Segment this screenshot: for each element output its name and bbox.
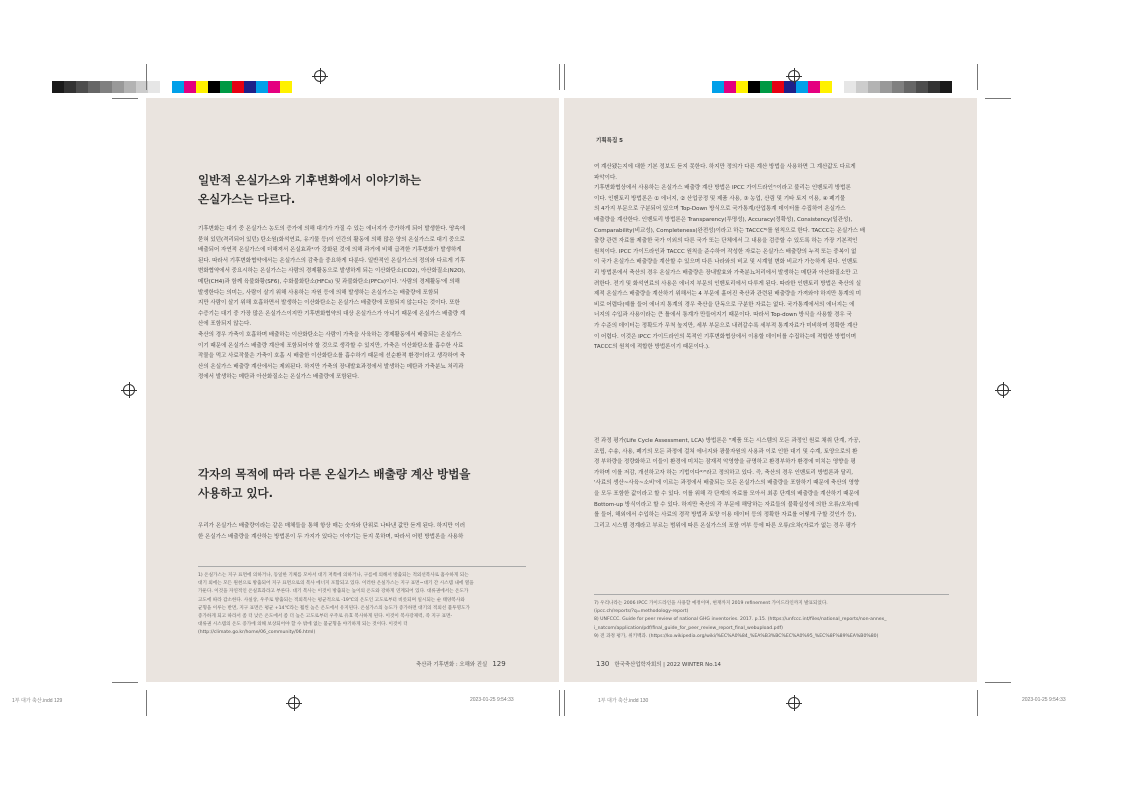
color-swatch xyxy=(256,81,268,93)
registration-mark-top-left xyxy=(314,70,326,82)
body-paragraph-3 xyxy=(198,521,526,542)
text-line: 기후변화는 대기 중 온실가스 농도의 증가에 의해 대기가 가질 수 있는 에너지가 증가하게 되어 발생한다. 땅속에 xyxy=(198,226,466,232)
registration-mark-bottom-right xyxy=(788,697,800,709)
text-line: 너지의 수입과 사용이라는 큰 틀에서 통계가 만들어지기 때문이다. 따라서 Top-down 방식을 사용할 경우 국 xyxy=(594,312,852,319)
footnote-line: 고도에 따라 감소한다. 사실상, 우주로 방출되는 적외복사는 평균적으로 -19℃의 온도인 고도로부터 비롯되며 일시되는 순 태양복사와 xyxy=(198,597,465,603)
text-line: 축산의 경우 가축이 호흡하며 배출하는 이산화탄소는 사람이 가축을 사육하는 경제활동에서 배출되는 온실가스 xyxy=(198,331,462,338)
color-swatch xyxy=(880,81,892,93)
color-swatch xyxy=(832,81,844,93)
color-swatch xyxy=(940,81,952,93)
color-swatch xyxy=(904,81,916,93)
footnote-line: 9) 전 과정 평가, 위키백과. (https://ko.wikipedia.org/wiki/%EC%A0%84_%EA%B3%BC%EC%A0%95_%EC%8F%89%EA%B0%80) xyxy=(594,633,879,639)
text-line: 가 수준의 데이터는 정확도가 무척 높지만, 세부 부문으로 내려갈수록 세부적 통계자료가 미비하며 정확한 계산 xyxy=(594,322,858,329)
crop-mark xyxy=(977,64,978,90)
page-number: 129 xyxy=(492,660,506,668)
text-line: 발생한다는 의미는, 사람이 살기 위해 사용하는 자원 등에 의해 발생하는 온실가스는 배출량에 포함되 xyxy=(198,289,439,296)
color-swatch xyxy=(724,81,736,93)
text-line: 를 들어, 해외에서 수입하는 사료의 경작 방법과 토양 이용 데이터 등의 정확한 자료를 어떻게 구할 것인가 등), xyxy=(594,512,857,519)
color-swatch xyxy=(184,81,196,93)
color-swatch xyxy=(172,81,184,93)
text-line: 한 온실가스 배출량을 계산하는 방법론이 두 가지가 있다는 이야기는 듣지 못하며, 따라서 어떤 방법론을 사용하 xyxy=(198,533,464,540)
color-swatch xyxy=(220,81,232,93)
section-heading-2 xyxy=(198,465,528,503)
footnote-rule xyxy=(594,594,949,595)
color-swatch xyxy=(736,81,748,93)
color-bar-right xyxy=(712,81,952,93)
color-swatch xyxy=(844,81,856,93)
footnote-line: 8) UNFCCC. Guide for peer review of national GHG inventories. 2017. p.15. (https://unfccc.int/files/national_reports/non-annex_ xyxy=(594,617,887,623)
footnote-line: (http://climate.go.kr/home/06_community/06.html) xyxy=(198,630,316,636)
page-folio xyxy=(416,660,506,668)
folio-title: 한국축산업학자회의 | 2022 WINTER No.14 xyxy=(614,662,721,668)
crop-mark xyxy=(146,64,147,90)
color-swatch xyxy=(772,81,784,93)
crop-mark xyxy=(985,682,1011,683)
text-line: Bottom-up 방식이라고 할 수 있다. 하지만 축산의 각 부문에 해당하는 자료들의 불확실성에 의한 오류/오차(예 xyxy=(594,501,859,508)
page-number: 130 xyxy=(596,660,610,668)
text-line: 메탄(CH4)과 함께 육불화황(SF6), 수화불화탄소(HFCs) 및 과불화탄소(PFCs)이다. '사람의 경제활동'에 의해 xyxy=(198,278,460,285)
color-swatch xyxy=(820,81,832,93)
color-swatch xyxy=(196,81,208,93)
color-swatch xyxy=(928,81,940,93)
footnote-line: i_natcom/application/pdf/final_guide_for_peer_review_report_final_webupload.pdf) xyxy=(594,625,783,631)
crop-mark xyxy=(112,98,138,99)
registration-mark-top-right xyxy=(788,70,800,82)
registration-mark-mid-left xyxy=(123,384,135,396)
text-line: 이다. 인벤토리 방법론은 ① 에너지, ② 산업공정 및 제품 사용, ③ 농업, 산림 및 기타 토지 이용, ④ 폐기물 xyxy=(594,195,846,202)
text-line: Comparability(비교성), Completeness(완전성)이라고 하는 TACCC⁸⁾를 원칙으로 한다. TACCC는 온실가스 배 xyxy=(594,227,866,234)
crop-mark xyxy=(564,64,565,90)
color-swatch xyxy=(160,81,172,93)
color-swatch xyxy=(268,81,280,93)
text-line: 지만 사람이 살기 위해 호흡하면서 발생하는 이산화탄소는 온실가스 배출량에 포함되지 않는다는 것이다. 또한 xyxy=(198,300,460,307)
text-line: 비로 어렵다(예를 들어 에너지 통계의 경우 축산을 단독으로 구분한 자료는 없다. 국가통계에서의 에너지는 에 xyxy=(594,301,855,308)
section-label: 기획특집 5 xyxy=(596,138,623,144)
color-swatch xyxy=(856,81,868,93)
crop-mark xyxy=(977,690,978,716)
crop-mark xyxy=(112,682,138,683)
crop-mark xyxy=(559,64,560,90)
folio-title: 축산과 기후변화 : 오해와 진실 xyxy=(416,662,488,668)
color-swatch xyxy=(760,81,772,93)
text-line: TACCC의 원칙에 적합한 방법론이기 때문이다.). xyxy=(594,344,710,351)
color-bar-left xyxy=(52,81,292,93)
color-swatch xyxy=(748,81,760,93)
text-line: 산의 온실가스 배출량 계산에서는 제외된다. 하지만 가축의 장내발효과정에서 발생하는 메탄과 가축분뇨 처리과 xyxy=(198,363,464,370)
footnote-line: 대류권 시스템의 온도 증가에 의해 보상되어야 할 수 밖에 없는 불균형을 야기하게 되는 것이다. 이것이 더 xyxy=(198,622,408,628)
color-swatch xyxy=(124,81,136,93)
color-swatch xyxy=(868,81,880,93)
footnote-line: 7) 우리나라는 2006 IPCC 가이드라인을 사용할 예정이며, 현재까지 2019 refinement 가이드라인까지 발표되었다. xyxy=(594,601,828,606)
color-swatch xyxy=(244,81,256,93)
text-line: 의 4가지 부문으로 구분되어 있으며 Top-Down 방식으로 국가통계/산업통계 데이터를 수집하여 온실가스 xyxy=(594,206,846,213)
text-line: 여 계산됐는지에 대한 기본 정보도 듣지 못한다. 하지만 정의가 다른 계산 방법을 사용하면 그 계산값도 다르게 xyxy=(594,164,856,170)
heading-line: 온실가스는 다르다. xyxy=(198,192,296,206)
footnote-line: 1) 온실가스는 지구 표면에 의하거나, 동일한 기체를 모아서 대기 저쪽에 의하거나, 구름에 의해서 방출되는 적외선복사로 흡수하게 되는 xyxy=(198,573,469,578)
text-line: 이 국가 온실가스 배출량을 계산할 수 있으며 다른 나라와의 비교 및 시계열 변화 비교가 가능하게 된다. 인벤토 xyxy=(594,259,858,266)
color-swatch xyxy=(712,81,724,93)
color-swatch xyxy=(892,81,904,93)
color-swatch xyxy=(796,81,808,93)
heading-line: 각자의 목적에 따라 다른 온실가스 배출량 계산 방법을 xyxy=(198,467,471,481)
color-swatch xyxy=(232,81,244,93)
page-folio xyxy=(596,660,721,668)
color-swatch xyxy=(100,81,112,93)
text-line: 조립, 수송, 사용, 폐기의 모든 과정에 걸쳐 에너지와 광물자원의 사용과 이로 인한 대기 및 수계, 토양으로의 환 xyxy=(594,448,858,455)
color-swatch xyxy=(64,81,76,93)
right-page xyxy=(564,98,977,682)
footnote-line: 균형을 이루는 반면, 지구 표면은 평균 +14℃라는 훨씬 높은 온도에서 유지된다. 온실가스의 농도가 증가하면 대기의 적외선 불투명도가 xyxy=(198,605,470,611)
text-line: 기후변화협상에서 사용하는 온실가스 배출량 계산 방법은 IPCC 가이드라인⁷⁾이라고 불리는 인벤토리 방법론 xyxy=(594,185,851,192)
text-line: 수증기는 대기 중 가장 많은 온실가스이지만 기후변화협약의 대상 온실가스가 아니기 때문에 온실가스 배출량 계 xyxy=(198,310,466,317)
text-line: 가하며 이를 저감, 개선하고자 하는 기법이다⁹⁾"라고 정의하고 있다. 즉, 축산의 경우 인벤토리 방법론과 달리, xyxy=(594,469,853,476)
text-line: 경 부하량을 정량화하고 이들이 환경에 미치는 잠재적 악영향을 규명하고 환경부하가 환경에 미치는 영향을 평 xyxy=(594,459,856,466)
text-line: 배출되어 자연적 온실가스에 더해져서 온실효과¹⁾가 강화된 것에 의해 과거에 비해 급격한 기후변화가 발생하게 xyxy=(198,247,462,254)
section-heading-1 xyxy=(198,171,528,209)
color-swatch xyxy=(208,81,220,93)
text-line: 이기 때문에 온실가스 배출량 계산에 포함되어야 할 것으로 생각할 수 있지만, 가축은 이산화탄소를 흡수한 사료 xyxy=(198,342,464,349)
body-paragraph-2 xyxy=(594,436,949,531)
text-line: 정에서 발생하는 메탄과 아산화질소는 온실가스 배출량에 포함된다. xyxy=(198,374,360,381)
heading-line: 사용하고 있다. xyxy=(198,486,274,500)
text-line: 우리가 온실가스 배출량이라는 같은 매체들을 통해 항상 매는 숫자와 단위로 나타낸 값만 듣게 된다. 하지만 이러 xyxy=(198,523,466,529)
slug-file-left: 1부 대가 축산.indd 129 xyxy=(12,698,63,704)
text-line: 제적 온실가스 배출량을 계산하기 위해서는 4 부문에 흩어진 축산과 관련된 배출량을 가져와야 하지만 통계의 미 xyxy=(594,291,862,298)
text-line: 산에 포함되지 않는다. xyxy=(198,321,252,328)
color-swatch xyxy=(280,81,292,93)
text-line: 전 과정 평가(Life Cycle Assessment, LCA) 방법론은 "제품 또는 시스템의 모든 과정인 원료 채취 단계, 가공, xyxy=(594,438,861,444)
footnote-line: (ipcc.ch/reports/?q=methodology-report) xyxy=(594,609,689,615)
text-line: 출량 관련 자료를 제출한 국가 이외의 다른 국가 또는 단체에서 그 내용을 검증할 수 있도록 하는 가장 기본적인 xyxy=(594,238,858,245)
heading-line: 일반적 온실가스와 기후변화에서 이야기하는 xyxy=(198,173,422,187)
color-swatch xyxy=(52,81,64,93)
body-paragraph-1 xyxy=(198,224,526,383)
color-swatch xyxy=(88,81,100,93)
text-line: 그리고 시스템 경계라고 부르는 범위에 따른 온실가스의 포함 여부 등에 따른 오류/오차(자료가 없는 경우 평가 xyxy=(594,522,857,529)
crop-mark xyxy=(559,690,560,716)
text-line: 변화협약에서 중요시하는 온실가스는 사람의 경제활동으로 발생하게 되는 이산화탄소(CO2), 아산화질소(N2O), xyxy=(198,268,466,275)
footnote-line: 가둔다. 이것을 자연적인 온실효과라고 부른다. 대기 복사는 이것이 방출되는 높이의 온도와 강하게 연계되어 있다. 대류권에서는 온도가 xyxy=(198,589,469,595)
color-swatch xyxy=(808,81,820,93)
slug-date-left: 2023-01-25 9:54:33 xyxy=(470,697,514,703)
footnote xyxy=(594,600,949,641)
text-line: 을 모두 포함한 값이라고 할 수 있다. 이를 위해 각 단계의 자료를 모아서 최종 단계의 배출량을 계산하기 때문에 xyxy=(594,490,860,497)
registration-mark-mid-right xyxy=(997,384,1009,396)
crop-mark xyxy=(564,690,565,716)
footnote xyxy=(198,572,526,638)
body-paragraph-1 xyxy=(594,162,949,353)
text-line: 배출량을 계산한다. 인벤토리 방법론은 Transparency(투명성), Accuracy(정확성), Consistency(일관성), xyxy=(594,216,853,223)
footnote-line: 증가하게 되고 따라서 좀 더 낮은 온도에서 좀 더 높은 고도로부터 우주로 유효 복사하게 된다. 이것이 복사강제력, 즉 지구 표면- xyxy=(198,614,453,620)
text-line: 묻혀 있던(격리되어 있던) 탄소원(화석연료, 유기물 등)이 인간의 활동에 의해 많은 양의 온실가스로 대기 중으로 xyxy=(198,236,465,243)
text-line: 된다. 따라서 기후변화협약에서는 온실가스의 감축을 중요하게 다룬다. 일반적인 온실가스의 정의와 다르게 기후 xyxy=(198,257,466,264)
slug-date-right: 2023-01-25 9:54:33 xyxy=(1022,697,1066,703)
footnote-rule xyxy=(198,566,526,567)
color-swatch xyxy=(916,81,928,93)
text-line: 파악이다. xyxy=(594,174,618,181)
footnote-line: 대기 외에는 모든 원천으로 방출되어 지구 표면으로의 복사 에너지 포함되고 있다. 이러한 온실가스는 지구 표면~대기 간 시스템 내에 열을 xyxy=(198,581,474,587)
left-page xyxy=(146,98,559,682)
text-line: 이 어렵다. 이것은 IPCC 가이드라인의 목적인 기후변화협상에서 이용할 데이터를 수집하는데 적합한 방법이며 xyxy=(594,333,857,340)
text-line: 원칙이다. IPCC 가이드라인과 TACCC 원칙을 준수하여 작성한 자료는 온실가스 배출량의 누적 또는 중복이 없 xyxy=(594,248,857,255)
color-swatch xyxy=(112,81,124,93)
crop-mark xyxy=(985,98,1011,99)
text-line: 려한다. 전기 및 화석연료의 사용은 에너지 부문의 인벤토리에서 다루게 된다. 따라한 인벤토리 방법은 축산의 실 xyxy=(594,280,862,287)
color-swatch xyxy=(148,81,160,93)
color-swatch xyxy=(76,81,88,93)
registration-mark-bottom-left xyxy=(288,697,300,709)
text-line: 작물을 먹고 사료작물은 가축이 호흡 시 배출한 이산화탄소를 흡수하기 때문에 선순환적 환경이라고 생각하여 축 xyxy=(198,353,466,360)
slug-file-right: 1부 대가 축산.indd 130 xyxy=(598,698,649,704)
text-line: '사료의 생산~사육~소비'에 이르는 과정에서 배출되는 모든 온실가스의 배출량을 포함하기 때문에 축산의 영향 xyxy=(594,480,860,487)
text-line: 리 방법론에서 축산의 경우 온실가스 배출량은 장내발효와 가축분뇨처리에서 발생하는 메탄과 아산화질소만 고 xyxy=(594,269,858,276)
crop-mark xyxy=(146,690,147,716)
